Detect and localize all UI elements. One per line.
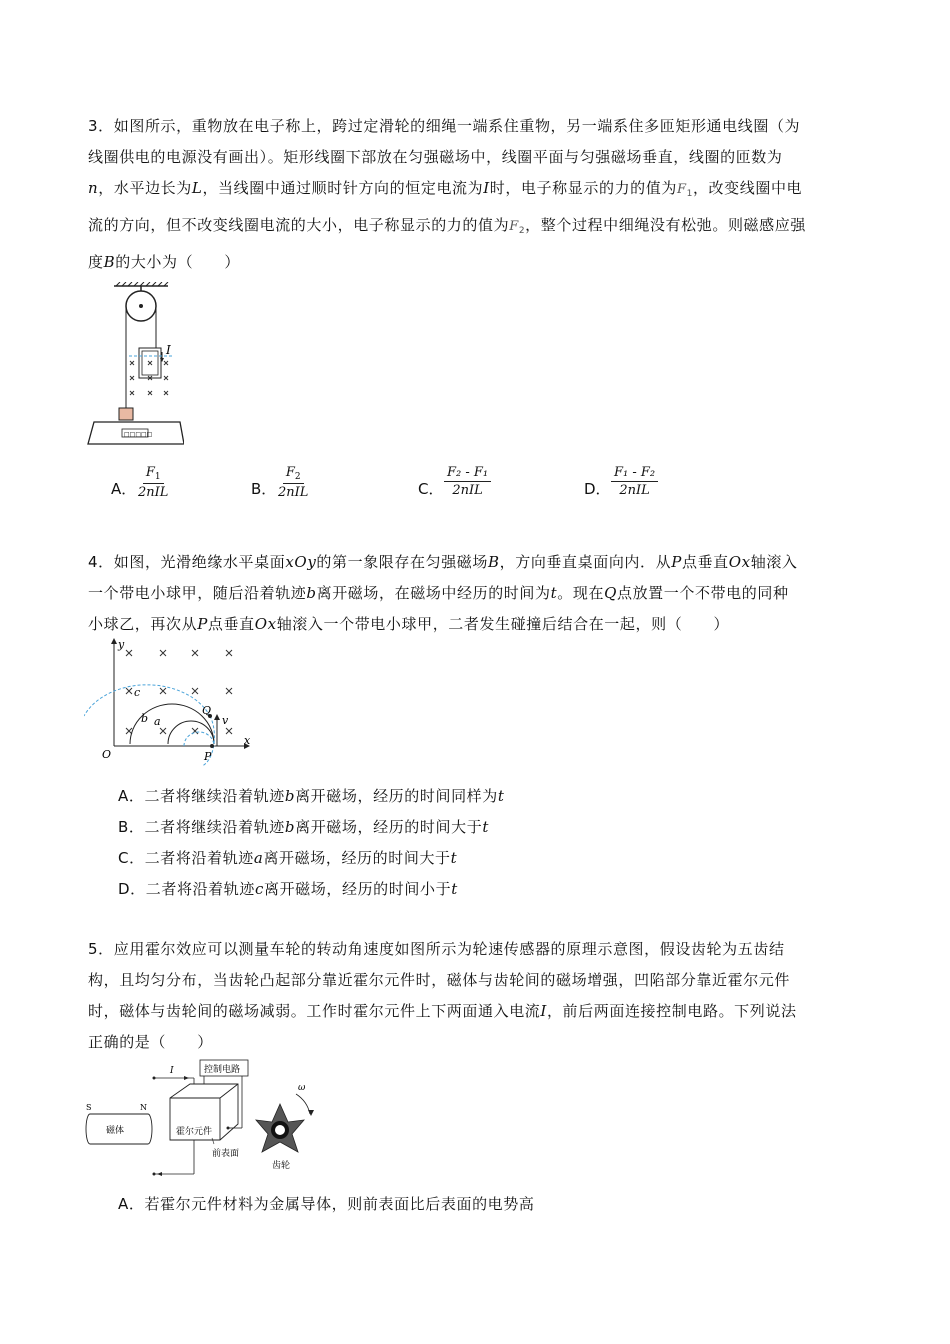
point-q-label: Q (202, 704, 212, 717)
option-text: 离开磁场，经历的时间小于 (263, 880, 452, 898)
text: 。现在 (557, 584, 605, 602)
velocity-label: v (222, 714, 229, 727)
origin-label: O (102, 748, 112, 761)
option-letter: C． (118, 849, 145, 867)
option-letter: A． (118, 1195, 145, 1213)
num-var: F (285, 465, 295, 480)
text: 离开磁场，在磁场中经历的时间为 (316, 584, 551, 602)
question-5-text (88, 934, 864, 1058)
var-Ox: Ox (254, 615, 277, 633)
q4-option-d[interactable] (118, 877, 458, 901)
q3-option-a-fraction[interactable] (138, 465, 168, 500)
q5-option-a[interactable] (118, 1192, 534, 1216)
text: ，方向垂直桌面向内．从 (499, 553, 672, 571)
q3-option-b-fraction[interactable] (278, 465, 308, 500)
gear-icon (256, 1104, 304, 1152)
current-label: I (166, 343, 171, 357)
text: 小球乙，再次从 (88, 615, 198, 633)
text: 度 (88, 253, 104, 271)
sub-2: 2 (518, 226, 526, 236)
var-t: t (550, 584, 558, 602)
text: 轴滚入 (750, 553, 798, 571)
option-var: c (254, 880, 264, 898)
option-var: t (451, 880, 458, 898)
q4-magnetic-field-figure (84, 636, 254, 766)
numerator (143, 465, 164, 484)
text: 点垂直 (207, 615, 255, 633)
var-L: L (191, 179, 203, 197)
option-text: 二者将沿着轨迹 (144, 849, 254, 867)
numerator: F₂ - F₁ (444, 465, 491, 482)
q5-hall-sensor-figure (84, 1058, 334, 1183)
text: 时，磁体与齿轮间的磁场减弱。工作时霍尔元件上下两面通入电流 (88, 1002, 541, 1020)
text: ，前后两面连接控制电路。下列说法 (546, 1002, 797, 1020)
omega-label: ω (298, 1083, 306, 1093)
text: 轴滚入一个带电小球甲，二者发生碰撞后结合在一起，则（ ） (276, 615, 730, 633)
var-P: P (197, 615, 208, 633)
trajectory-c-label: c (134, 686, 141, 699)
magnet-label: 磁体 (106, 1126, 125, 1136)
denominator: 2nIL (138, 485, 169, 500)
gear-label: 齿轮 (272, 1161, 291, 1171)
current-label: I (170, 1066, 174, 1076)
var-B: B (488, 553, 500, 571)
sub-1: 1 (686, 189, 693, 199)
var-xOy: xOy (285, 553, 317, 571)
var-Q: Q (604, 584, 617, 602)
trajectory-b-label: b (141, 712, 149, 725)
var-Ox: Ox (728, 553, 751, 571)
denominator: 2nIL (619, 483, 650, 498)
q3-option-c-fraction[interactable] (444, 465, 491, 498)
control-circuit-label: 控制电路 (204, 1065, 241, 1075)
option-text: 二者将沿着轨迹 (145, 880, 255, 898)
q4-line-2 (88, 578, 864, 609)
q3-line-3 (88, 173, 864, 210)
question-3-text (88, 111, 864, 278)
q4-option-b[interactable] (118, 815, 489, 839)
var-b: b (306, 584, 317, 602)
q5-line-3 (88, 996, 864, 1027)
option-text: 离开磁场，经历的时间大于 (263, 849, 451, 867)
option-text: 若霍尔元件材料为金属导体，则前表面比后表面的电势高 (144, 1195, 535, 1213)
q3-option-c-letter[interactable]: C． (418, 480, 444, 498)
y-axis-label: y (118, 638, 125, 651)
q4-option-a[interactable] (118, 784, 505, 808)
x-axis-label: x (244, 734, 251, 747)
option-text: 二者将继续沿着轨迹 (144, 818, 285, 836)
denominator: 2nIL (452, 483, 483, 498)
text: 一个带电小球甲，随后沿着轨迹 (88, 584, 307, 602)
q3-line-1: 3．如图所示，重物放在电子称上，跨过定滑轮的细绳一端系住重物，另一端系住多匝矩形通电线圈（为 (88, 117, 801, 135)
q5-line-4: 正确的是（ ） (88, 1033, 213, 1051)
option-text: 离开磁场，经历的时间大于 (295, 818, 483, 836)
option-letter: B． (118, 818, 145, 836)
option-var: t (497, 787, 505, 805)
option-text: 二者将继续沿着轨迹 (144, 787, 285, 805)
q5-line-2: 构，且均匀分布，当齿轮凸起部分靠近霍尔元件时，磁体与齿轮间的磁场增强，凹陷部分靠近霍尔元件 (88, 971, 791, 989)
text: 时，电子称显示的力的值为 (489, 179, 677, 197)
option-letter: D． (118, 880, 146, 898)
q3-option-a-letter[interactable]: A． (111, 480, 137, 498)
text: ，改变线圈中电 (692, 179, 803, 197)
var-F2: F (509, 219, 519, 234)
var-F1: F (676, 182, 687, 197)
num-sub: 2 (294, 472, 301, 482)
q3-line-5 (88, 247, 864, 278)
option-var: t (450, 849, 458, 867)
q3-line-2: 线圈供电的电源没有画出）。矩形线圈下部放在匀强磁场中，线圈平面与匀强磁场垂直，线圈的匝数为 (88, 148, 783, 166)
var-n: n (88, 179, 99, 197)
text: 的第一象限存在匀强磁场 (316, 553, 488, 571)
point-p-label: P (204, 750, 212, 763)
option-var: t (482, 818, 489, 836)
num-sub: 1 (154, 472, 161, 482)
text: 流的方向，但不改变线圈电流的大小，电子称显示的力的值为 (88, 216, 510, 234)
trajectory-a-label: a (154, 715, 161, 728)
text: ，当线圈中通过顺时针方向的恒定电流为 (202, 179, 484, 197)
num-var: F (145, 465, 155, 480)
q4-option-c[interactable] (118, 846, 457, 870)
option-var: b (284, 787, 296, 805)
var-I: I (483, 179, 490, 197)
q3-option-d-fraction[interactable] (611, 465, 658, 498)
hall-element-label: 霍尔元件 (176, 1127, 213, 1137)
question-4-text (88, 547, 864, 640)
var-P: P (671, 553, 682, 571)
q3-option-b-letter[interactable]: B． (251, 480, 277, 498)
var-B: B (103, 253, 116, 271)
numerator: F₁ - F₂ (611, 465, 658, 482)
scale-display: □□□□□ (124, 431, 153, 438)
option-var: a (253, 849, 264, 867)
option-text: 离开磁场，经历的时间同样为 (295, 787, 498, 805)
q3-line-4 (88, 210, 864, 247)
q4-line-1 (88, 547, 864, 578)
text: 点垂直 (681, 553, 729, 571)
q3-pulley-scale-figure (84, 282, 184, 452)
q3-option-d-letter[interactable]: D． (584, 480, 611, 498)
text: ，水平边长为 (98, 179, 192, 197)
text: ，整个过程中细绳没有松弛。则磁感应强 (525, 216, 806, 234)
south-pole-label: S (86, 1103, 92, 1112)
numerator (283, 465, 304, 484)
text: 4．如图，光滑绝缘水平桌面 (88, 553, 286, 571)
text: 的大小为（ ） (115, 253, 241, 271)
north-pole-label: N (140, 1103, 147, 1112)
denominator: 2nIL (278, 485, 309, 500)
var-I: I (540, 1002, 547, 1020)
front-surface-label: 前表面 (212, 1149, 240, 1159)
text: 点放置一个不带电的同种 (616, 584, 789, 602)
option-letter: A． (118, 787, 145, 805)
q5-line-1: 5．应用霍尔效应可以测量车轮的转动角速度如图所示为轮速传感器的原理示意图，假设齿轮为五齿结 (88, 940, 785, 958)
option-var: b (284, 818, 296, 836)
